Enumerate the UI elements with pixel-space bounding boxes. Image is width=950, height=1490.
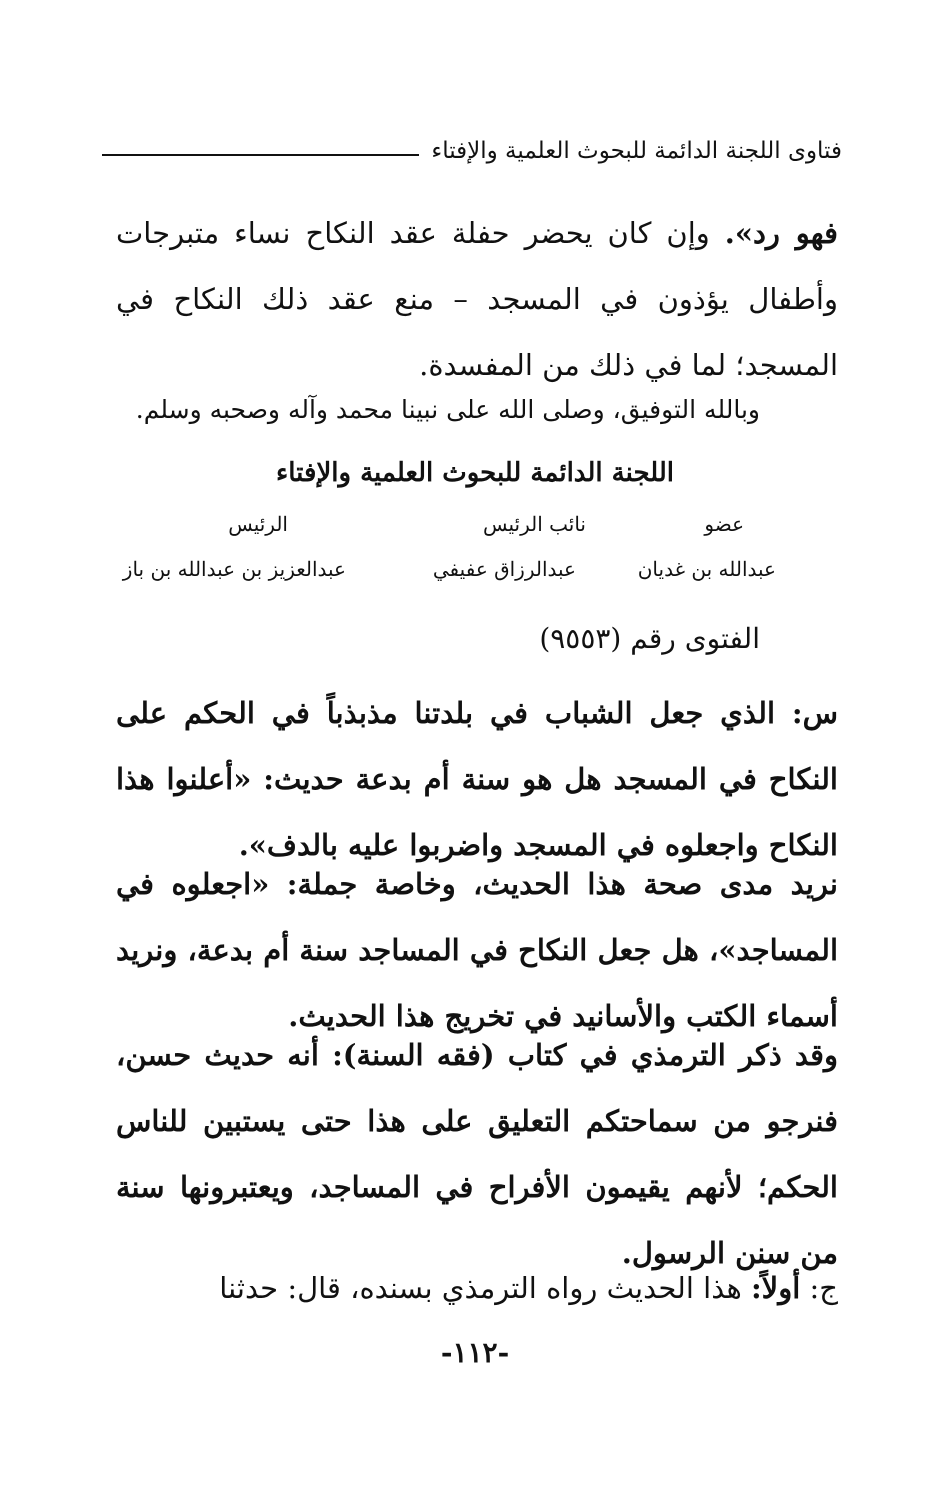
intro-bold-start: فهو رد». xyxy=(724,216,838,250)
intro-text: وإن كان يحضر حفلة عقد النكاح نساء متبرجات وأطفال يؤذون في المسجد – منع عقد ذلك النكاح في المسجد؛ لما في ذلك من المفسدة. xyxy=(116,216,838,382)
committee-title: اللجنة الدائمة للبحوث العلمية والإفتاء xyxy=(276,458,674,488)
question-paragraph-1: س: الذي جعل الشباب في بلدتنا مذبذباً في الحكم على النكاح في المسجد هل هو سنة أم بدعة حديث: «أعلنوا هذا النكاح واجعلوه في المسجد واضربوا عليه بالدف». xyxy=(116,696,838,862)
question-paragraph-2: نريد مدى صحة هذا الحديث، وخاصة جملة: «اجعلوه في المساجد»، هل جعل النكاح في المساجد سنة أم بدعة، ونريد أسماء الكتب والأسانيد في تخريج هذا الحديث. xyxy=(116,867,838,1033)
signatory-role-chairman: الرئيس xyxy=(228,512,288,536)
answer-bold: أولاً: xyxy=(750,1271,801,1305)
signatory-role-member: عضو xyxy=(704,512,744,536)
intro-paragraph xyxy=(116,200,838,398)
signatory-name-deputy: عبدالرزاق عفيفي xyxy=(432,557,576,581)
header-rule xyxy=(102,154,419,156)
question-paragraph-3: وقد ذكر الترمذي في كتاب (فقه السنة): أنه حديث حسن، فنرجو من سماحتكم التعليق على هذا حتى يستبين للناس الحكم؛ لأنهم يقيمون الأفراح في المساجد، ويعتبرونها سنة من سنن الرسول. xyxy=(116,1038,838,1270)
answer-prefix: ج: xyxy=(800,1271,838,1305)
signatory-role-deputy: نائب الرئيس xyxy=(482,512,586,536)
signatory-name-member: عبدالله بن غديان xyxy=(637,557,776,581)
signatory-name-chairman: عبدالعزيز بن عبدالله بن باز xyxy=(122,557,346,581)
fatwa-number: الفتوى رقم (٩٥٥٣) xyxy=(539,622,760,655)
answer-text: هذا الحديث رواه الترمذي بسنده، قال: حدثنا xyxy=(219,1271,751,1305)
closing-formula: وبالله التوفيق، وصلى الله على نبينا محمد وآله وصحبه وسلم. xyxy=(135,395,760,424)
running-header xyxy=(102,138,842,164)
running-header-title: فتاوى اللجنة الدائمة للبحوث العلمية والإفتاء xyxy=(431,138,842,164)
answer-paragraph xyxy=(116,1255,838,1321)
page-number: -١١٢- xyxy=(440,1336,510,1369)
